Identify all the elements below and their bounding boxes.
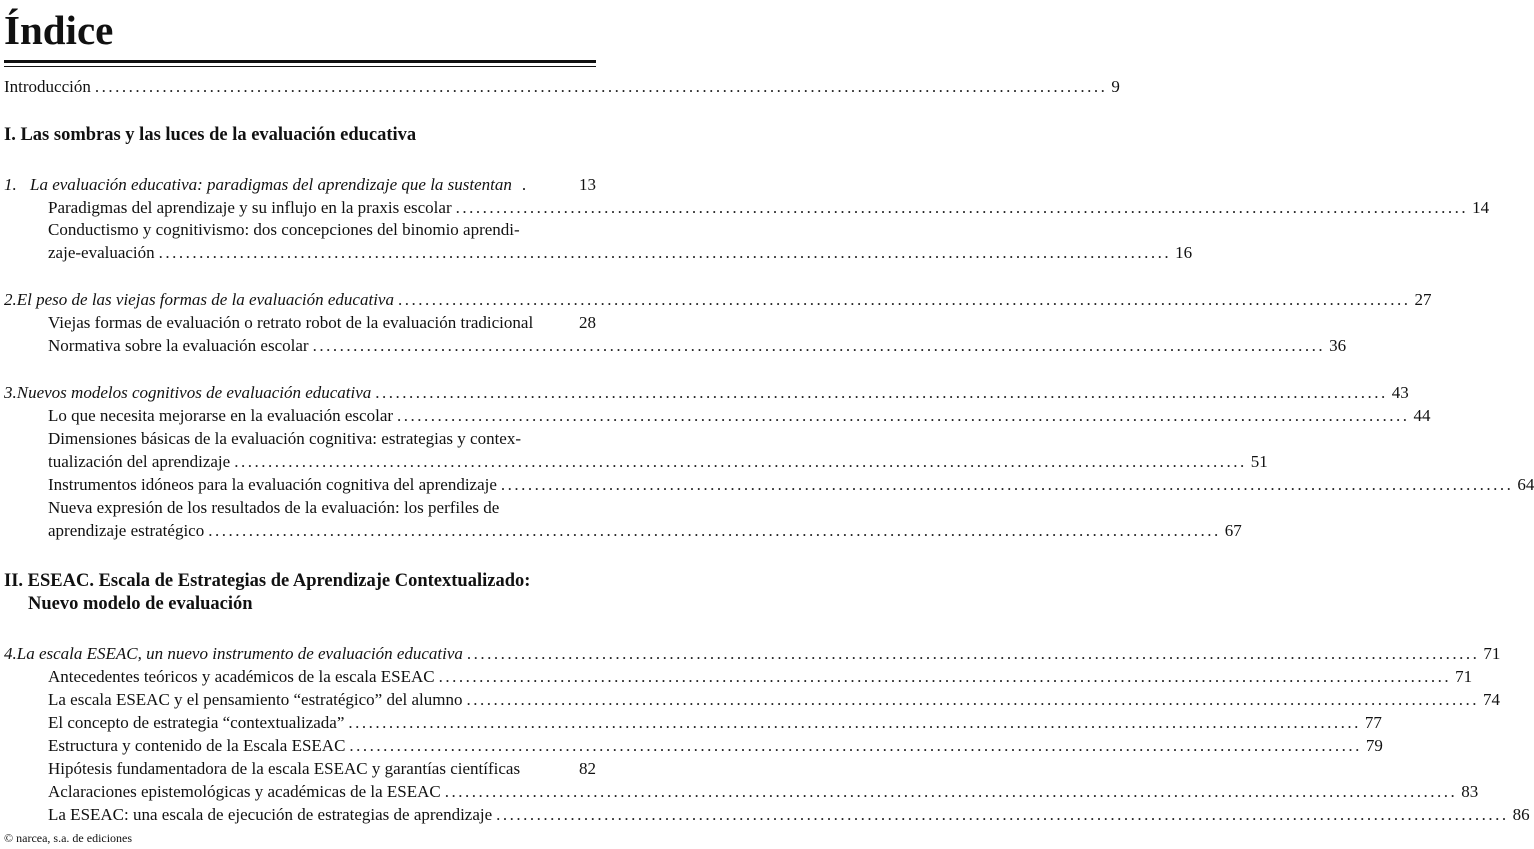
dot-leader: ...................................................................................................................................................... <box>208 521 1221 540</box>
title-rule-thin <box>4 66 596 67</box>
toc-item[interactable]: La ESEAC: una escala de ejecución de estrategias de aprendizaje ...................................................................................................................................................... 86 <box>48 805 1530 824</box>
dot-leader: ...................................................................................................................................................... <box>158 243 1172 262</box>
toc-item[interactable]: tualización del aprendizaje ...................................................................................................................................................... 51 <box>48 452 1268 471</box>
toc-item[interactable]: La escala ESEAC y el pensamiento “estratégico” del alumno ...................................................................................................................................................... 74 <box>48 690 1500 709</box>
page-number: 36 <box>1329 336 1347 355</box>
page-number: 44 <box>1413 406 1431 425</box>
dot-leader: ...................................................................................................................................................... <box>455 198 1469 217</box>
page-number: 64 <box>1517 475 1534 494</box>
page-number: 13 <box>579 175 596 194</box>
chapter-number: 2. <box>4 290 17 309</box>
dot-leader: ...................................................................................................................................................... <box>466 690 1479 709</box>
page-number: 16 <box>1175 243 1193 262</box>
page-number: 86 <box>1512 805 1530 824</box>
toc-item-line1[interactable]: Dimensiones básicas de la evaluación cognitiva: estrategias y contex- <box>48 429 522 448</box>
dot-leader: ...................................................................................................................................................... <box>397 406 1410 425</box>
toc-item[interactable]: zaje-evaluación ...................................................................................................................................................... 16 <box>48 243 1193 262</box>
chapter-number: 4. <box>4 644 17 663</box>
toc-item[interactable]: Viejas formas de evaluación o retrato robot de la evaluación tradicional 28 <box>48 313 596 332</box>
part-2-heading-line2: Nuevo modelo de evaluación <box>28 594 253 614</box>
dot-leader: ...................................................................................................................................................... <box>94 77 1108 96</box>
page-number: 28 <box>579 313 596 332</box>
page-number: 83 <box>1461 782 1479 801</box>
dot-leader: ...................................................................................................................................................... <box>500 475 1514 494</box>
page-number: 71 <box>1483 644 1501 663</box>
dot-leader: ...................................................................................................................................................... <box>349 736 1362 755</box>
page-title: Índice <box>4 7 114 53</box>
page-number: 79 <box>1365 736 1383 755</box>
toc-item[interactable]: Instrumentos idóneos para la evaluación cognitiva del aprendizaje ...................................................................................................................................................... 64 <box>48 475 1534 494</box>
toc-item-line1[interactable]: Nueva expresión de los resultados de la evaluación: los perfiles de <box>48 498 500 517</box>
dot-leader: ...................................................................................................................................................... <box>375 383 1388 402</box>
page-number: 9 <box>1111 77 1120 96</box>
dot-leader: ...................................................................................................................................................... <box>466 644 1480 663</box>
toc-item[interactable]: El concepto de estrategia “contextualizada” ...................................................................................................................................................... 77 <box>48 713 1382 732</box>
toc-chapter-3[interactable]: 3. Nuevos modelos cognitivos de evaluación educativa ...................................................................................................................................................... 43 <box>4 383 1409 402</box>
page-number: 27 <box>1414 290 1432 309</box>
dot-leader: ...................................................................................................................................................... <box>348 713 1361 732</box>
toc-entry-introduccion[interactable]: Introducción ...................................................................................................................................................... 9 <box>4 77 1120 96</box>
dot-leader: ...................................................................................................................................................... <box>496 805 1509 824</box>
part-2-heading-line1: II. ESEAC. Escala de Estrategias de Aprendizaje Contextualizado: <box>4 571 531 591</box>
dot-leader: ...................................................................................................................................................... <box>234 452 1247 471</box>
dot-leader: ...................................................................................................................................................... <box>438 667 1452 686</box>
dot-leader: ...................................................................................................................................................... <box>312 336 1326 355</box>
toc-item[interactable]: Aclaraciones epistemológicas y académicas de la ESEAC ...................................................................................................................................................... 83 <box>48 782 1479 801</box>
page-number: 67 <box>1224 521 1242 540</box>
page-number: 77 <box>1364 713 1382 732</box>
toc-item-line1[interactable]: Conductismo y cognitivismo: dos concepciones del binomio aprendi- <box>48 220 520 239</box>
toc-item[interactable]: Paradigmas del aprendizaje y su influjo en la praxis escolar ...................................................................................................................................................... 14 <box>48 198 1490 217</box>
page-number: 14 <box>1472 198 1490 217</box>
dot-leader: ...................................................................................................................................................... <box>444 782 1458 801</box>
page-number: 43 <box>1391 383 1409 402</box>
dot-leader: . <box>521 175 527 194</box>
toc-item[interactable]: Hipótesis fundamentadora de la escala ESEAC y garantías científicas 82 <box>48 759 596 778</box>
toc-item[interactable]: Antecedentes teóricos y académicos de la escala ESEAC ...................................................................................................................................................... 71 <box>48 667 1473 686</box>
toc-item[interactable]: Lo que necesita mejorarse en la evaluación escolar ...................................................................................................................................................... 44 <box>48 406 1431 425</box>
toc-item[interactable]: Estructura y contenido de la Escala ESEAC ...................................................................................................................................................... 79 <box>48 736 1383 755</box>
chapter-number: 1. <box>4 175 17 194</box>
dot-leader: ...................................................................................................................................................... <box>397 290 1411 309</box>
page-number: 71 <box>1455 667 1473 686</box>
title-rule-thick <box>4 60 596 63</box>
page-number: 74 <box>1482 690 1500 709</box>
publisher-footer: © narcea, s.a. de ediciones <box>4 831 133 845</box>
toc-item[interactable]: Normativa sobre la evaluación escolar ...................................................................................................................................................... 36 <box>48 336 1347 355</box>
part-1-heading: I. Las sombras y las luces de la evaluación educativa <box>4 125 417 145</box>
page-number: 82 <box>579 759 596 778</box>
toc-chapter-4[interactable]: 4. La escala ESEAC, un nuevo instrumento de evaluación educativa ...................................................................................................................................................... 71 <box>4 644 1501 663</box>
chapter-number: 3. <box>4 383 17 402</box>
toc-item[interactable]: aprendizaje estratégico ...................................................................................................................................................... 67 <box>48 521 1242 540</box>
toc-chapter-2[interactable]: 2. El peso de las viejas formas de la evaluación educativa ...................................................................................................................................................... 27 <box>4 290 1432 309</box>
toc-chapter-1[interactable]: 1. La evaluación educativa: paradigmas del aprendizaje que la sustentan . 13 <box>4 175 596 194</box>
page-number: 51 <box>1250 452 1268 471</box>
